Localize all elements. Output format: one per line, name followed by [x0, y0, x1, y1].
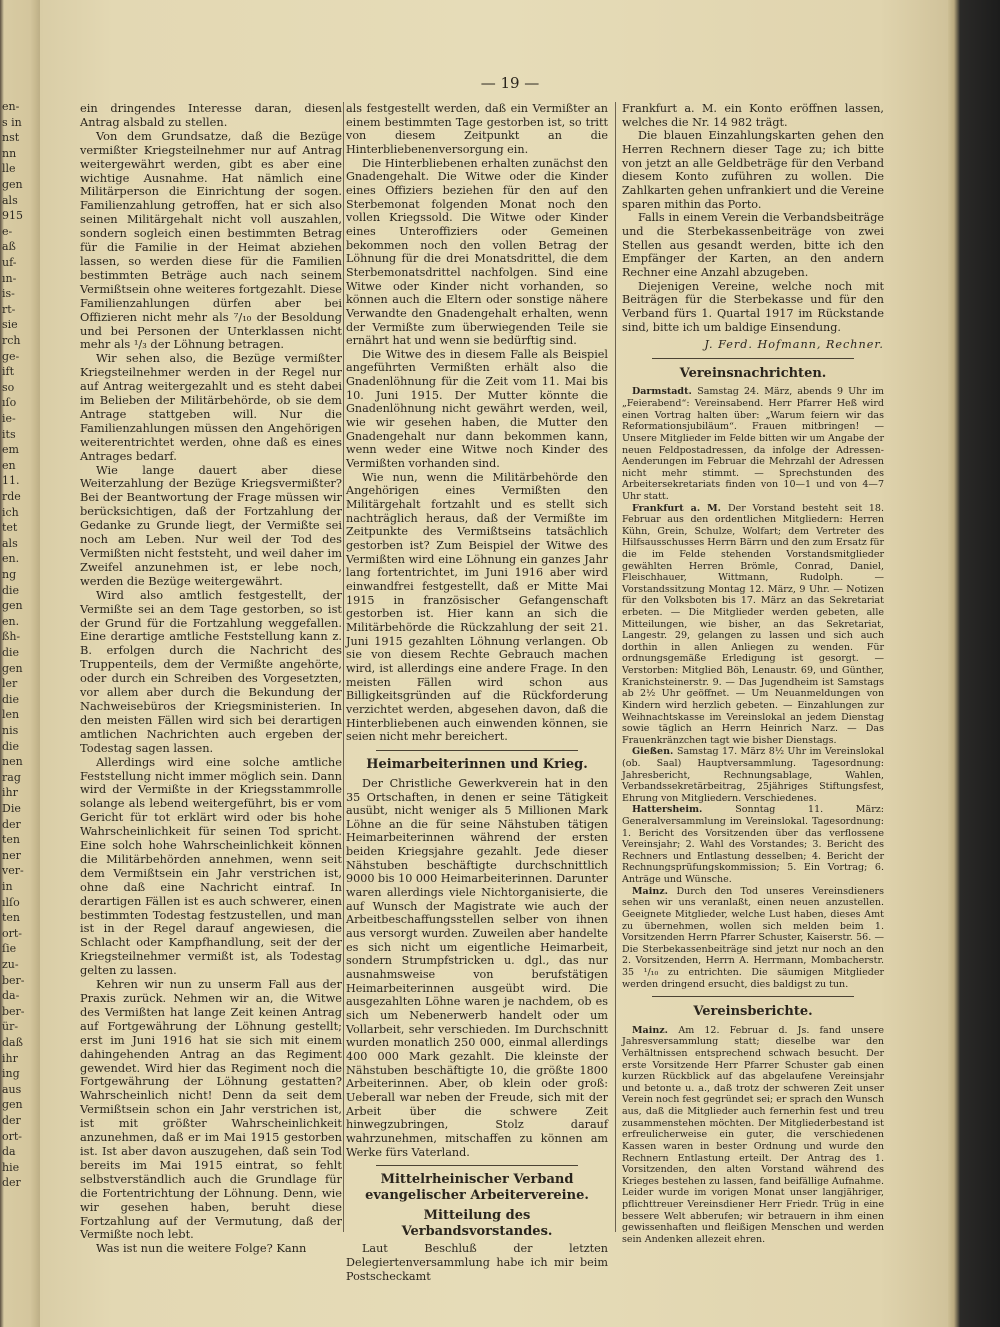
- text-column-3: [622, 102, 884, 1245]
- section-divider: [376, 1165, 578, 1166]
- previous-page-fragment: its: [2, 427, 16, 441]
- previous-page-fragment: ür-: [2, 1020, 19, 1034]
- paragraph: Wie lange dauert aber diese Weiterzahlung der Bezüge Kriegsvermißter? Bei der Beantwortung der Frage müssen wir berücksichtigen, daß der Fortzahlung der Gedanke zu Grunde liegt, der Vermißte sei noch am Leben. Nur weil der Tod des Vermißten nicht feststeht, und weil daher im Zweifel anzunehmen ist, er lebe noch, werden die Bezüge weitergewährt.: [80, 462, 342, 588]
- section-heading: Vereinsberichte.: [693, 1004, 813, 1020]
- previous-page-fragment: der: [2, 1114, 21, 1127]
- previous-page-fragment: rde: [2, 490, 21, 503]
- column-rule: [615, 102, 616, 1232]
- previous-page-fragment: ten: [2, 833, 21, 847]
- signature-line: J. Ferd. Hofmann, Rechner.: [704, 338, 884, 352]
- previous-page-fragment: ler: [2, 677, 18, 691]
- club-entry-text: Samstag 24. März, abends 9 Uhr im „Feierabend“: Vereinsabend. Herr Pfarrer Heß wird einen Vortrag halten über: „Warum feiern wir das Reformationsjubiläum“. Frauen mitbringen! — Unsere Mitglieder im Felde bitten wir um Angabe der neuen Feldpostadressen, da infolge der Adressen-Aenderungen im Februar die Mehrzahl der Adressen nicht mehr stimmt. — Sprechstunden des Arbeitersekretariats finden von 10—1 und von 4—7 Uhr statt.: [622, 386, 884, 502]
- club-entry-place: Gießen.: [632, 746, 677, 758]
- previous-page-fragment: aus: [2, 1082, 22, 1096]
- club-entry-text: Am 12. Februar d. Js. fand unsere Jahresversammlung statt; dieselbe war den Verhältnissen entsprechend schwach besucht. Der erste Vorsitzende Herr Pfarrer Schuster gab einen kurzen Rückblick auf das abgelaufene Vereinsjahr und betonte u. a., daß trotz der schweren Zeit unser Verein noch fest gegründet sei; er sprach den Wunsch aus, daß die Mitglieder auch fernerhin fest und treu zusammenstehen möchten. Der Mitgliederbestand ist erfreulicherweise ein guter, die verschiedenen Kassen waren in bester Ordnung und wurde den Rechnern Entlastung erteilt. Der Antrag des 1. Vorsitzenden, den alten Vorstand während des Krieges bestehen zu lassen, fand beifällige Aufnahme. Leider wurde im vorigen Monat unser langjähriger, pflichttreuer Vereinsdiener Herr Friedr. Trüg in eine bessere Welt abberufen; wir betrauern in ihm einen gewissenhaften und fleißigen Menschen und werden sein Andenken allezeit ehren.: [622, 1024, 884, 1245]
- previous-page-fragment: ort-: [2, 1129, 23, 1143]
- previous-page-fragment: en.: [2, 552, 20, 566]
- previous-page-edge: [0, 0, 40, 1327]
- paragraph: Falls in einem Verein die Verbandsbeiträge und die Sterbekassenbeiträge von zwei Stellen aus gesandt werden, bitte ich den Empfänger der Karten, an den andern Rechner eine Anzahl abzugeben.: [622, 211, 884, 279]
- previous-page-fragment: en-: [2, 100, 20, 113]
- club-entry: [622, 1025, 884, 1246]
- previous-page-fragment: ing: [2, 1067, 20, 1081]
- previous-page-fragment: ver-: [2, 864, 24, 878]
- paragraph: Allerdings wird eine solche amtliche Feststellung nicht immer möglich sein. Dann wird der Vermißte in der Kriegsstammrolle solange als lebend weitergeführt, bis er vom Gericht für tot erklärt wird oder bis hohe Wahrscheinlichkeit für seinen Tod spricht. Eine solch hohe Wahrscheinlichkeit können die Militärbehörden annehmen, wenn seit dem Vermißtsein ein Jahr verstrichen ist, ohne daß eine Nachricht eintraf. In derartigen Fällen ist es auch schwerer, einen bestimmten Todestag festzustellen, und man ist in der Regel darauf angewiesen, die Schlacht oder Kampfhandlung, seit der der Kriegsteilnehmer vermißt ist, als Todestag gelten zu lassen.: [80, 754, 342, 978]
- previous-page-fragment: der: [2, 1176, 21, 1190]
- section-divider: [376, 750, 578, 751]
- paragraph: Die Hinterbliebenen erhalten zunächst den Gnadengehalt. Die Witwe oder die Kinder eines Offiziers beziehen für den auf den Sterbemonat folgenden Monat noch den vollen Kriegssold. Die Witwe oder Kinder eines Unteroffiziers oder Gemeinen bekommen noch den vollen Betrag der Löhnung für die drei Monatsdrittel, die dem Sterbemonatsdrittel nachfolgen. Sind eine Witwe oder Kinder nicht vorhanden, so können auch die Eltern oder sonstige nähere Verwandte den Gnadengehalt erhalten, wenn der Vermißte zum überwiegenden Teile sie ernährt hat und wenn sie bedürftig sind.: [346, 156, 608, 348]
- club-reports-list: [622, 1025, 884, 1246]
- previous-page-fragment: ın-: [2, 271, 17, 285]
- paragraph: Laut Beschluß der letzten Delegiertenversammlung habe ich mir beim Postscheckamt: [346, 1242, 608, 1283]
- paragraph: Wird also amtlich festgestellt, der Vermißte sei an dem Tage gestorben, so ist der Grund für die Fortzahlung weggefallen. Eine derartige amtliche Feststellung kann z. B. erfolgen durch die Nachricht des Truppenteils, dem der Vermißte angehörte, oder durch ein Schreiben des Vorgesetzten, vor allem aber durch die Bekundung der Nachweisebüros der Kriegsministerien. In den meisten Fällen wird sich bei derartigen amtlichen Nachrichten auch ergeben der Todestag sagen lassen.: [80, 587, 342, 755]
- previous-page-fragment: ich: [2, 505, 19, 519]
- previous-page-fragment: ber-: [2, 973, 25, 987]
- previous-page-fragment: die: [2, 646, 20, 659]
- previous-page-fragment: als: [2, 536, 18, 550]
- previous-page-fragment: die: [2, 739, 20, 753]
- previous-page-fragment: die: [2, 583, 20, 597]
- previous-page-fragment: nis: [2, 724, 19, 737]
- previous-page-fragment: rt-: [2, 302, 16, 316]
- previous-page-fragment: so: [2, 380, 15, 394]
- previous-page-fragment: ten: [2, 911, 21, 925]
- previous-page-fragment: s in: [2, 115, 22, 129]
- previous-page-fragment: da-: [2, 989, 20, 1003]
- previous-page-fragment: gen: [2, 599, 23, 613]
- paragraph: Wir sehen also, die Bezüge vermißter Kriegsteilnehmer werden in der Regel nur auf Antrag weitergezahlt und es steht dabei im Belieben der Militärbehörde, ob sie dem Antrage stattgeben will. Nur die Familienzahlungen müssen den Angehörigen weiterentrichtet werden, ohne daß es eines Antrages bedarf.: [80, 351, 342, 463]
- previous-page-fragment: der: [2, 817, 21, 831]
- text-column-2: [346, 102, 608, 1283]
- club-entry-place: Hattersheim.: [632, 804, 736, 816]
- previous-page-fragment: aß: [2, 240, 16, 254]
- club-entry-text: Der Vorstand besteht seit 18. Februar aus den ordentlichen Mitgliedern: Herren Kühn, Grein, Schulze, Wolfart; dem Vertreter des Hilfsausschusses Herrn Bärrn und den zum Ersatz für die im Felde stehenden Vorstandsmitglieder gewählten Herren Brömle, Conrad, Daniel, Fleischhauer, Wittmann, Rudolph. — Vorstandssitzung Montag 12. März, 9 Uhr. — Notizen für den Volksboten bis 17. März an das Sekretariat erbeten. — Die Mitglieder werden gebeten, alle Mitteilungen, wie bisher, an das Sekretariat, Langestr. 29, gelangen zu lassen und sich auch dorthin in allen Anliegen zu wenden. Für ordnungsgemäße Erledigung ist gesorgt. — Verstorben: Mitglied Böh, Lenaustr. 69, und Günther, Kranichsteinerstr. 9. — Das Jugendheim ist Samstags ab 2½ Uhr geöffnet. — Um Neuanmeldungen von Kindern wird herzlich gebeten. — Einzahlungen zur Weihnachtskasse im Vereinslokal an jedem Dienstag sowie täglich an Herrn Heinrich Narz. — Das Frauenkränzchen tagt wie bisher Dienstags.: [622, 502, 885, 746]
- previous-page-fragment: is-: [2, 287, 15, 301]
- club-news-list: [622, 386, 884, 990]
- previous-page-fragment: len: [2, 708, 20, 722]
- club-entry: [622, 886, 884, 990]
- paragraph: als festgestellt werden, daß ein Vermißter an einem bestimmten Tage gestorben ist, so tritt von diesem Zeitpunkt an die Hinterbliebenenversorgung ein.: [346, 102, 608, 156]
- previous-page-fragment: daß: [2, 1036, 23, 1049]
- previous-page-fragment: gen: [2, 661, 23, 675]
- previous-page-fragment: rag: [2, 770, 21, 784]
- section-divider: [652, 358, 854, 359]
- book-edge: [948, 0, 1000, 1327]
- club-entry-place: Darmstadt.: [632, 386, 698, 398]
- club-entry: [622, 746, 884, 804]
- previous-page-fragment: 11.: [2, 474, 20, 488]
- club-entry: [622, 503, 884, 747]
- previous-page-fragment: ber-: [2, 1004, 25, 1018]
- previous-page-fragment: ihr: [2, 786, 18, 800]
- club-entry-text: Durch den Tod unseres Vereinsdieners sehen wir uns veranlaßt, einen neuen anzustellen. Geeignete Mitglieder, welche Lust haben, dieses Amt zu übernehmen, wollen sich melden beim 1. Vorsitzenden Herrn Pfarrer Schuster, Kaiserstr. 56. — Die Sterbekassenbeiträge sind jetzt nur noch an den 2. Vorsitzenden, Herrn A. Herrmann, Mombacherstr. 35 ¹/₁₀ zu entrichten. Die säumigen Mitglieder werden dringend ersucht, dies baldigst zu tun.: [622, 885, 884, 990]
- paragraph: Diejenigen Vereine, welche noch mit Beiträgen für die Sterbekasse und für den Verband fürs 1. Quartal 1917 im Rückstande sind, bitte ich um baldige Einsendung.: [622, 279, 884, 334]
- previous-page-fragment: ıſo: [2, 396, 17, 410]
- column-rule: [343, 102, 344, 1232]
- previous-page-fragment: hie: [2, 1160, 20, 1174]
- paragraph: Frankfurt a. M. ein Konto eröffnen lassen, welches die Nr. 14 982 trägt.: [622, 102, 884, 129]
- previous-page-fragment: in: [2, 880, 13, 893]
- paragraph: Von dem Grundsatze, daß die Bezüge vermißter Kriegsteilnehmer nur auf Antrag weitergewährt werden, gibt es aber eine wichtige Ausnahme. Hat nämlich eine Militärperson die Einrichtung der sogen. Familienzahlung getroffen, hat er sich also seinen Militärgehalt nicht voll auszahlen, sondern sogleich einen bestimmten Betrag für die Familie in der Heimat abziehen lassen, so werden diese für die Familien bestimmten Beträge auch nach seinem Vermißtsein ohne weiteres fortgezahlt. Diese Familienzahlungen dürfen aber bei Offizieren nicht mehr als ⁷/₁₀ der Besoldung und bei Personen der Unterklassen nicht mehr als ¹/₃ der Löhnung betragen.: [80, 128, 342, 352]
- previous-page-fragment: ift: [2, 365, 15, 379]
- club-entry: [622, 804, 884, 885]
- previous-page-fragment: gen: [2, 178, 23, 191]
- previous-page-fragment: nst: [2, 131, 20, 145]
- previous-page-fragment: die: [2, 692, 20, 706]
- previous-page-fragment: da: [2, 1145, 16, 1159]
- previous-page-fragment: nn: [2, 146, 17, 160]
- previous-page-fragment: ge-: [2, 349, 20, 363]
- previous-page-fragment: tet: [2, 521, 18, 535]
- paragraph: ein dringendes Interesse daran, diesen Antrag alsbald zu stellen.: [80, 101, 342, 129]
- previous-page-fragment: ßh-: [2, 630, 21, 644]
- previous-page-fragment: rch: [2, 334, 21, 347]
- previous-page-fragment: ng: [2, 568, 17, 581]
- previous-page-fragment: ort-: [2, 926, 23, 940]
- paragraph: Kehren wir nun zu unserm Fall aus der Praxis zurück. Nehmen wir an, die Witwe des Vermißten hat lange Zeit keinen Antrag auf Fortgewährung der Löhnung gestellt; erst im Juni 1916 hat sie sich mit einem dahingehenden Antrag an das Regiment gewendet. Wird hier das Regiment noch die Fortgewährung der Löhnung gestatten? Wahrscheinlich nicht! Denn da seit dem Vermißtsein schon ein Jahr verstrichen ist, ist mit größter Wahrscheinlichkeit anzunehmen, daß er im Mai 1915 gestorben ist. Ist aber davon auszugehen, daß sein Tod bereits im Mai 1915 eintrat, so fehlt selbstverständlich auch die Grundlage für die Fortentrichtung der Löhnung. Denn, wie wir gesehen haben, beruht diese Fortzahlung auf der Vermutung, daß der Vermißte noch lebt.: [80, 977, 342, 1242]
- club-entry-place: Frankfurt a. M.: [632, 502, 728, 514]
- previous-page-fragment: ie-: [2, 412, 16, 425]
- club-entry-text: Sonntag 11. März: Generalversammlung im Vereinslokal. Tagesordnung: 1. Bericht des Vorsitzenden über das verflossene Vereinsjahr; 2. Wahl des Vorstandes; 3. Bericht des Rechners und Entlastung desselben; 4. Bericht der Rechnungsprüfungskommission; 5. Ein Vortrag; 6. Anträge und Wünsche.: [622, 804, 884, 886]
- previous-page-fragment: en: [2, 458, 16, 472]
- previous-page-fragment: 915: [2, 209, 23, 223]
- section-divider: [652, 996, 854, 997]
- previous-page-fragment: gen: [2, 1098, 23, 1112]
- previous-page-fragment: ihr: [2, 1051, 18, 1065]
- previous-page-fragment: ſie: [2, 942, 17, 956]
- previous-page-fragment: em: [2, 443, 19, 457]
- newspaper-page: [40, 0, 952, 1327]
- section-heading: Vereinsnachrichten.: [679, 365, 827, 381]
- club-entry-place: Mainz.: [632, 885, 677, 897]
- previous-page-fragment: lle: [2, 162, 16, 176]
- club-entry-text: Samstag 17. März 8½ Uhr im Vereinslokal (ob. Saal) Hauptversammlung. Tagesordnung: Jahresbericht, Rechnungsablage, Wahlen, Verbandssekretärbeitrag, 25jähriges Stiftungsfest, Ehrung von Mitgliedern. Verschiedenes.: [622, 746, 885, 804]
- previous-page-fragment: en.: [2, 614, 20, 628]
- previous-page-fragment: uf-: [2, 256, 17, 269]
- previous-page-fragment: e-: [2, 224, 13, 238]
- page-number: — 19 —: [480, 74, 540, 92]
- previous-page-fragment: sie: [2, 318, 18, 332]
- previous-page-fragment: nen: [2, 755, 23, 769]
- text-column-1: [80, 102, 342, 1256]
- section-subheading: Mitteilung des Verbandsvorstandes.: [401, 1208, 553, 1240]
- previous-page-fragment: ner: [2, 848, 21, 862]
- section-heading: Heimarbeiterinnen und Krieg.: [366, 756, 588, 772]
- club-entry: [622, 386, 884, 502]
- paragraph: Der Christliche Gewerkverein hat in den 35 Ortschaften, in denen er seine Tätigkeit ausübt, nicht weniger als 5 Millionen Mark Löhne an die für seine Nähstuben tätigen Heimarbeiterinnen während der ersten beiden Kriegsjahre gezahlt. Jede dieser Nähstuben beschäftigte durchschnittlich 9000 bis 10 000 Heimarbeiterinnen. Darunter waren allerdings viele Nichtorganisierte, die auf Wunsch der Magistrate wie auch der Arbeitbeschaffungsstellen selber von ihnen aus versorgt wurden. Zuweilen aber handelte es sich nicht um eigentliche Heimarbeit, sondern Strumpfstricken u. dgl., das nur ausnahmsweise von berufstätigen Heimarbeiterinnen ausgeübt wird. Die ausgezahlten Löhne waren je nachdem, ob es sich um Nebenerwerb handelt oder um Vollarbeit, sehr verschieden. Im Durchschnitt wurden monatlich 250 000, einmal allerdings 400 000 Mark gezahlt. Die kleinste der Nähstuben beschäftigte 10, die größte 1800 Arbeiterinnen. Aber, ob klein oder groß: Ueberall war neben der Freude, sich mit der Arbeit über die schwere Zeit hinwegzubringen, Stolz darauf wahrzunehmen, mitschaffen zu können am Werke fürs Vaterland.: [346, 776, 608, 1159]
- previous-page-fragment: ılſo: [2, 895, 20, 909]
- paragraph: Die Witwe des in diesem Falle als Beispiel angeführten Vermißten erhält also die Gnadenlöhnung für die Zeit vom 11. Mai bis 10. Juni 1915. Der Mutter könnte die Gnadenlöhnung nicht gewährt werden, weil, wie wir gesehen haben, die Mutter den Gnadengehalt nur dann bekommen kann, wenn weder eine Witwe noch Kinder des Vermißten vorhanden sind.: [346, 347, 608, 471]
- previous-page-fragment: zu-: [2, 958, 19, 971]
- paragraph: Die blauen Einzahlungskarten gehen den Herren Rechnern dieser Tage zu; ich bitte von jetzt an alle Geldbeträge für den Verband diesem Konto zuführen zu wollen. Die Zahlkarten gehen unfrankiert und die Vereine sparen mithin das Porto.: [622, 129, 884, 211]
- paragraph: Wie nun, wenn die Militärbehörde den Angehörigen eines Vermißten den Militärgehalt fortzahlt und es stellt sich nachträglich heraus, daß der Vermißte im Zeitpunkte des Vermißtseins tatsächlich gestorben ist? Zum Beispiel der Witwe des Vermißten wird eine Löhnung ein ganzes Jahr lang fortentrichtet, im Juni 1916 aber wird einwandfrei festgestellt, daß er Mitte Mai 1915 in französischer Gefangenschaft gestorben ist. Hier kann an sich die Militärbehörde die Rückzahlung der seit 21. Juni 1915 gezahlten Löhnung verlangen. Ob sie von diesem Rechte Gebrauch machen wird, ist allerdings eine andere Frage. In den meisten Fällen wird schon aus Billigkeitsgründen auf die Rückforderung verzichtet werden, abgesehen davon, daß die Hinterbliebenen auch einwenden können, sie seien nicht mehr bereichert.: [346, 470, 608, 744]
- section-heading: Mittelrheinischer Verband evangelischer Arbeitervereine.: [365, 1172, 589, 1204]
- previous-page-fragment: als: [2, 193, 18, 207]
- previous-page-fragment: Die: [2, 802, 21, 815]
- paragraph: Was ist nun die weitere Folge? Kann: [96, 1241, 307, 1256]
- club-entry-place: Mainz.: [632, 1024, 679, 1036]
